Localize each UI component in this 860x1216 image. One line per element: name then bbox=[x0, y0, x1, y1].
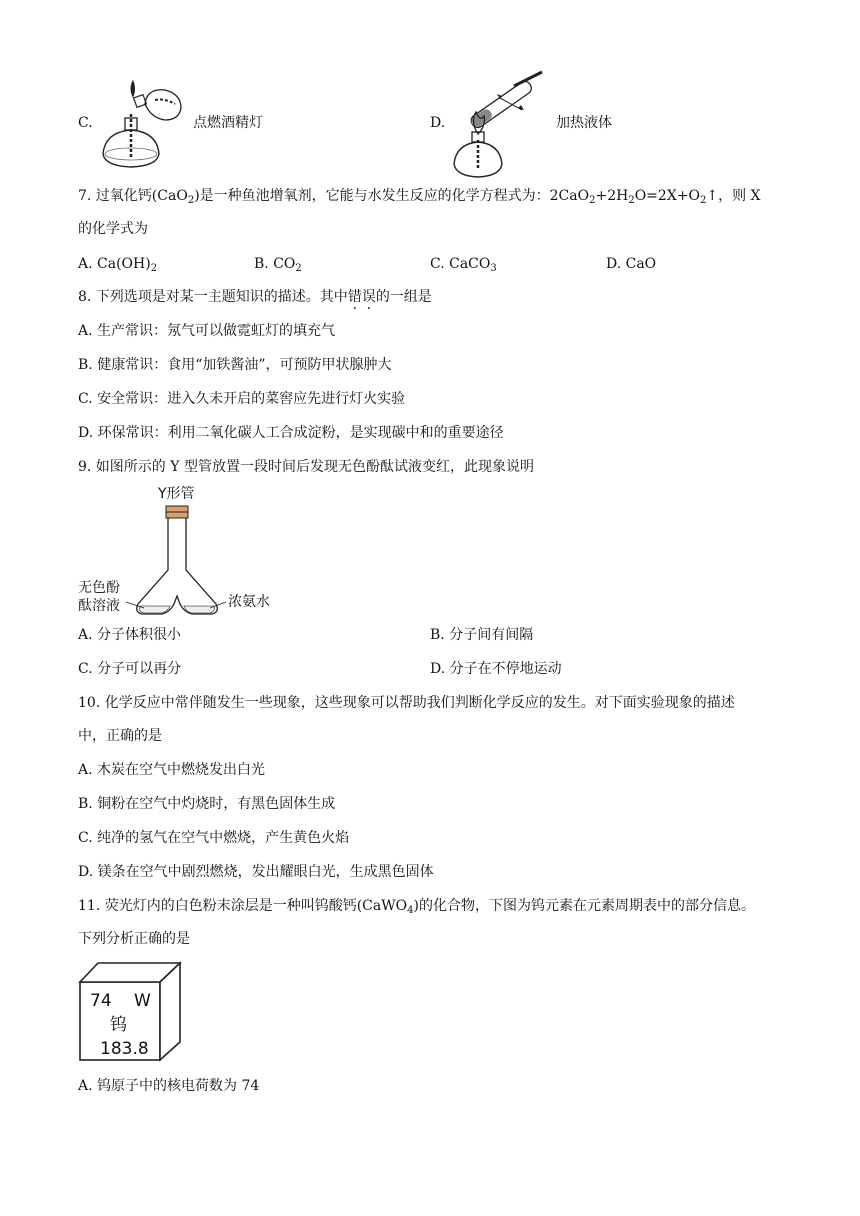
q6-option-d-caption: 加热液体 bbox=[556, 115, 612, 131]
q7-option-b: B. $CO_2$ bbox=[254, 256, 302, 274]
element-symbol: W bbox=[134, 991, 151, 1011]
alcohol-lamp-lighting-figure bbox=[95, 74, 195, 172]
q10-stem-line2: 中，正确的是 bbox=[78, 728, 162, 744]
q8-option-b: B. 健康常识：食用“加铁酱油”，可预防甲状腺肿大 bbox=[78, 357, 392, 373]
q6-option-c-letter: C. bbox=[78, 115, 93, 131]
q9-option-b: B. 分子间有间隔 bbox=[430, 627, 534, 643]
tungsten-element-tile bbox=[78, 960, 184, 1062]
q10-option-c: C. 纯净的氢气在空气中燃烧，产生黄色火焰 bbox=[78, 830, 350, 846]
element-name: 钨 bbox=[110, 1015, 127, 1035]
y-tube-left-label-2: 酞溶液 bbox=[78, 598, 120, 614]
q9-option-d: D. 分子在不停地运动 bbox=[430, 661, 562, 677]
q10-option-d: D. 镁条在空气中剧烈燃烧，发出耀眼白光，生成黑色固体 bbox=[78, 864, 434, 880]
y-tube-right-label: 浓氨水 bbox=[228, 594, 270, 610]
element-atomic-mass: 183.8 bbox=[100, 1039, 149, 1059]
q7-stem-line2: 的化学式为 bbox=[78, 221, 148, 237]
q7-option-d: D. CaO bbox=[606, 256, 657, 272]
q11-option-a: A. 钨原子中的核电荷数为 74 bbox=[78, 1078, 260, 1094]
q9-option-a: A. 分子体积很小 bbox=[78, 627, 182, 643]
heating-liquid-figure bbox=[446, 64, 556, 178]
y-tube-figure bbox=[78, 480, 298, 618]
q8-option-c: C. 安全常识：进入久未开启的菜窖应先进行灯火实验 bbox=[78, 391, 406, 407]
element-atomic-number: 74 bbox=[90, 991, 112, 1011]
q8-stem: 8. 下列选项是对某一主题知识的描述。其中错误的一组是 bbox=[78, 289, 432, 305]
q8-option-a: A. 生产常识：氖气可以做霓虹灯的填充气 bbox=[78, 323, 336, 339]
emphasis-dot-2: 误 bbox=[361, 289, 376, 305]
q10-option-a: A. 木炭在空气中燃烧发出白光 bbox=[78, 762, 266, 778]
q9-option-c: C. 分子可以再分 bbox=[78, 661, 182, 677]
y-tube-title: Y形管 bbox=[158, 486, 195, 502]
q11-stem-line1: 11. 荧光灯内的白色粉末涂层是一种叫钨酸钙(CaWO$_4$)的化合物，下图为钨元素在元素周期表中的部分信息。 bbox=[78, 898, 755, 916]
q6-option-d-letter: D. bbox=[430, 115, 446, 131]
q10-option-b: B. 铜粉在空气中灼烧时，有黑色固体生成 bbox=[78, 796, 336, 812]
emphasis-dot-1: 错 bbox=[347, 289, 362, 305]
q9-stem: 9. 如图所示的 Y 型管放置一段时间后发现无色酚酞试液变红，此现象说明 bbox=[78, 459, 534, 475]
q11-stem-line2: 下列分析正确的是 bbox=[78, 931, 190, 947]
q8-option-d: D. 环保常识：利用二氧化碳人工合成淀粉，是实现碳中和的重要途径 bbox=[78, 425, 504, 441]
q7-stem-line1: 7. 过氧化钙(CaO$_2$)是一种鱼池增氧剂，它能与水发生反应的化学方程式为：$2CaO_2+2H_2O=2X+O_2↑$，则 X bbox=[78, 188, 761, 206]
q7-option-a: A. $Ca(OH)_2$ bbox=[78, 256, 158, 274]
y-tube-left-label-1: 无色酚 bbox=[78, 580, 120, 596]
q10-stem-line1: 10. 化学反应中常伴随发生一些现象，这些现象可以帮助我们判断化学反应的发生。对下面实验现象的描述 bbox=[78, 695, 735, 711]
q7-option-c: C. CaCO$_3$ bbox=[430, 256, 497, 274]
q6-option-c-caption: 点燃酒精灯 bbox=[193, 115, 263, 131]
